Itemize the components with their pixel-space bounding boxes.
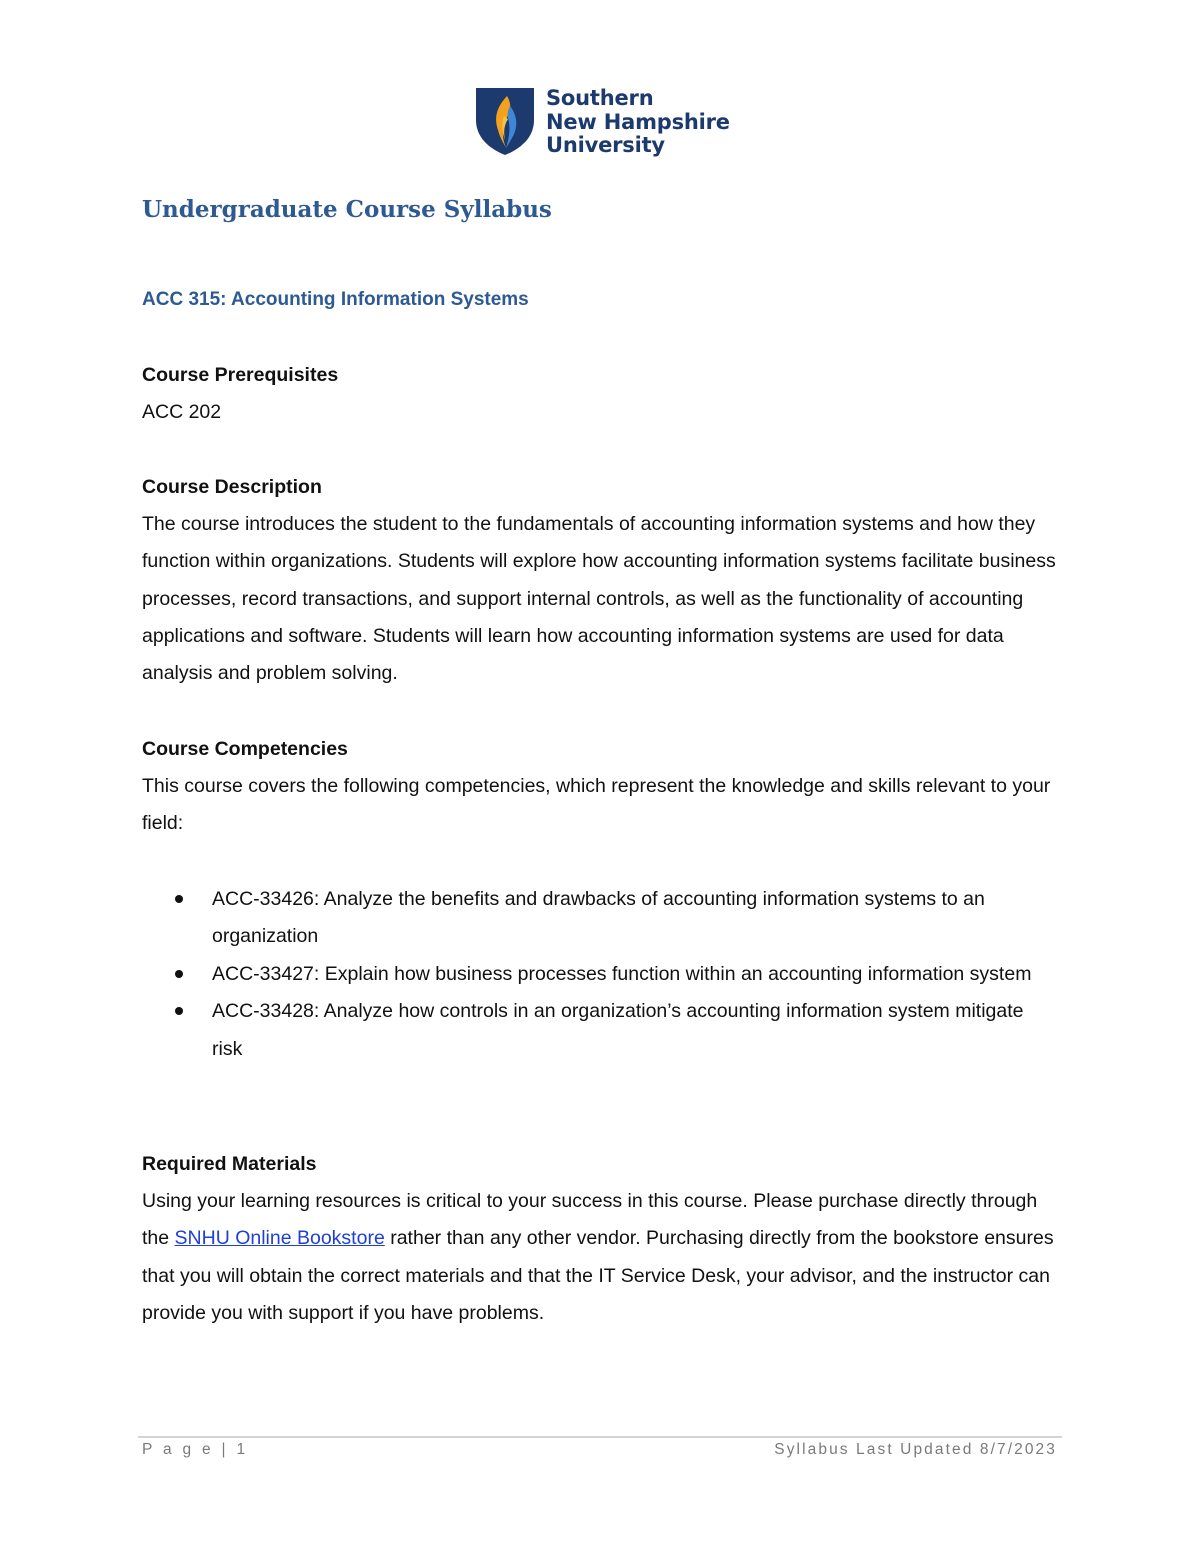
competencies-intro: This course covers the following competencies, which represent the knowledge and skills relevant to your field: xyxy=(142,775,1051,835)
competency-code: ACC-33428 xyxy=(212,1000,314,1023)
page-number: P a g e | 1 xyxy=(142,1441,249,1458)
competency-text: Analyze the benefits and drawbacks of accounting information systems to an organization xyxy=(212,888,985,948)
snhu-wordmark xyxy=(546,87,730,158)
competencies-heading: Course Competencies xyxy=(142,738,348,760)
description-text: The course introduces the student to the fundamentals of accounting information systems and how they function within organizations. Students will explore how accounting information systems facilitate business processes, record transactions, and support internal controls, as well as the functionality of accounting applications and software. Students will learn how accounting information systems are used for data analysis and problem solving. xyxy=(142,513,1056,685)
footer-divider xyxy=(138,1436,1062,1438)
materials-section xyxy=(142,1146,1062,1332)
list-item: ACC-33428: Analyze how controls in an organization’s accounting information system mitigate risk xyxy=(142,993,1052,1068)
bullet-icon xyxy=(175,895,183,903)
bullet-icon xyxy=(175,1007,183,1015)
materials-text-before: Using your learning resources is critical to your success in this course. Please purchase directly through the xyxy=(142,1190,1038,1250)
prerequisites-section xyxy=(142,357,1062,431)
description-section xyxy=(142,469,1062,692)
bullet-icon xyxy=(175,970,183,978)
competencies-list xyxy=(142,881,1062,1068)
course-title: ACC 315: Accounting Information Systems xyxy=(142,289,529,310)
snhu-logo xyxy=(474,86,730,158)
competency-code: ACC-33426 xyxy=(212,888,314,910)
materials-text-after: rather than any other vendor. Purchasing directly from the bookstore ensures that you will obtain the correct materials and that the IT Service Desk, your advisor, and the instructor can provide you with support if you have problems. xyxy=(142,1227,1054,1324)
logo-line-2: New Hampshire xyxy=(546,109,730,134)
logo-line-1: Southern xyxy=(546,86,654,110)
materials-text xyxy=(142,1183,1062,1332)
logo-line-3: University xyxy=(546,133,665,157)
materials-heading: Required Materials xyxy=(142,1153,317,1175)
list-item: ACC-33426: Analyze the benefits and drawbacks of accounting information systems to an organization xyxy=(142,881,1052,956)
list-item: ACC-33427: Explain how business processes function within an accounting information system xyxy=(142,956,1052,993)
competency-text: Explain how business processes function within an accounting information system xyxy=(324,962,1032,985)
prerequisites-value: ACC 202 xyxy=(142,401,222,424)
prerequisites-heading: Course Prerequisites xyxy=(142,364,339,386)
competency-code: ACC-33427 xyxy=(212,962,314,985)
bookstore-link[interactable]: SNHU Online Bookstore xyxy=(174,1227,385,1250)
competency-text: Analyze how controls in an organization’s accounting information system mitigate risk xyxy=(212,1000,1024,1060)
snhu-shield-flame-icon xyxy=(474,86,536,156)
description-heading: Course Description xyxy=(142,476,322,498)
document-title: Undergraduate Course Syllabus xyxy=(142,196,552,223)
last-updated: Syllabus Last Updated 8/7/2023 xyxy=(774,1441,1057,1458)
competencies-section xyxy=(142,731,1062,843)
